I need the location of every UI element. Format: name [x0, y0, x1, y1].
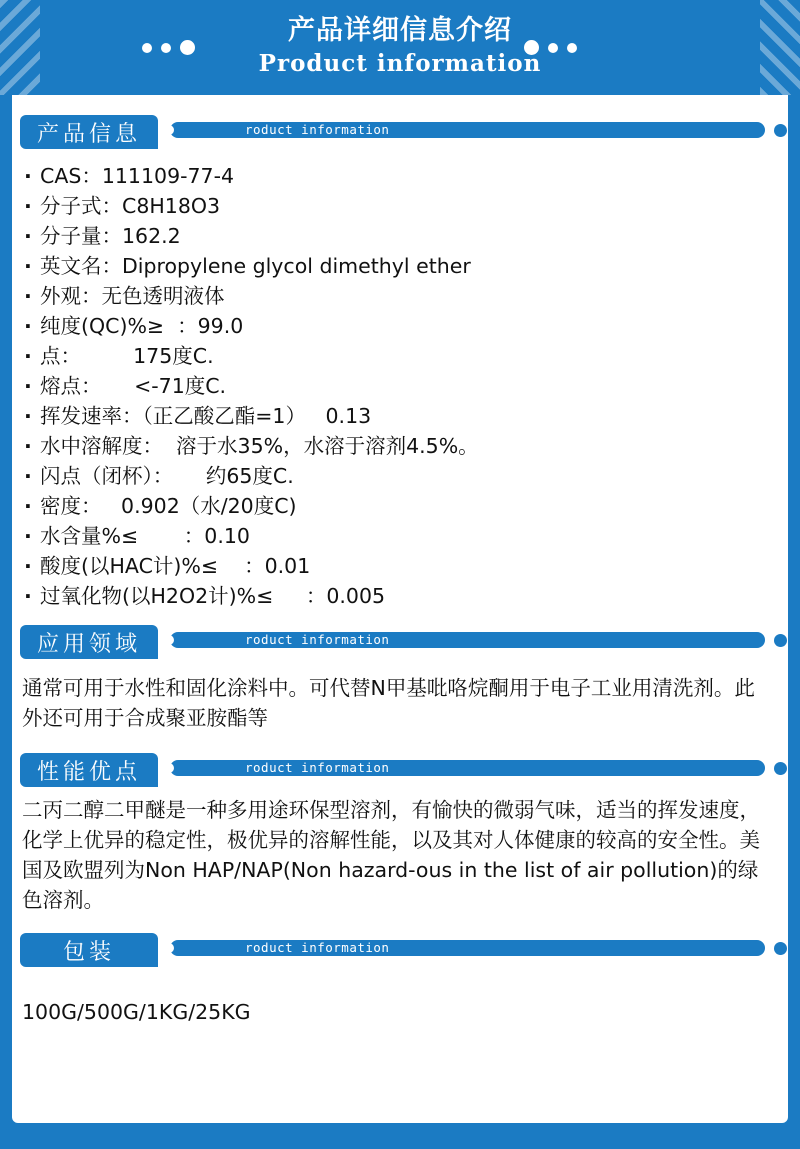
- product-info-list: [24, 161, 479, 611]
- performance-text: 二丙二醇二甲醚是一种多用途环保型溶剂，有愉快的微弱气味，适当的挥发速度，化学上优异的稳定性，极优异的溶解性能，以及其对人体健康的较高的安全性。美国及欧盟列为Non HAP/NAP(Non hazard-ous in the list of air pollution)的绿色溶剂。: [22, 798, 760, 912]
- list-item: · 酸度(以HAC计)%≤ ：0.01: [24, 554, 311, 578]
- list-item: · 分子式：C8H18O3: [24, 194, 221, 218]
- list-item: · 水含量%≤ ：0.10: [24, 524, 250, 548]
- list-item: · 挥发速率：（正乙酸乙酯=1） 0.13: [24, 404, 372, 428]
- section-bar: roduct information: [170, 760, 765, 776]
- section-label: 产品信息: [20, 115, 158, 149]
- list-item: · 水中溶解度： 溶于水35%，水溶于溶剂4.5%。: [24, 434, 479, 458]
- list-item: · 过氧化物(以H2O2计)%≤ ：0.005: [24, 584, 386, 608]
- section-header-packaging: [20, 933, 780, 967]
- section-bar: roduct information: [170, 632, 765, 648]
- dot-icon: [774, 762, 787, 775]
- section-header-application: [20, 625, 780, 659]
- dot-icon: [774, 124, 787, 137]
- section-bar: roduct information: [170, 940, 765, 956]
- list-item: · 分子量：162.2: [24, 224, 181, 248]
- page-subtitle: Product information: [258, 50, 542, 77]
- list-item: · 熔点： <-71度C.: [24, 374, 227, 398]
- section-label: 性能优点: [20, 753, 158, 787]
- section-bar: roduct information: [170, 122, 765, 138]
- list-item: · 英文名：Dipropylene glycol dimethyl ether: [24, 254, 471, 278]
- dot-icon: [774, 942, 787, 955]
- application-text: 通常可用于水性和固化涂料中。可代替N甲基吡咯烷酮用于电子工业用清洗剂。此外还可用于合成聚亚胺酯等: [22, 676, 755, 730]
- section-header-performance: [20, 753, 780, 787]
- dot-icon: [774, 634, 787, 647]
- packaging-text: 100G/500G/1KG/25KG: [22, 1000, 251, 1024]
- content-panel: [12, 95, 788, 1123]
- list-item: · 密度： 0.902（水/20度C): [24, 494, 297, 518]
- list-item: · 闪点（闭杯）： 约65度C.: [24, 464, 294, 488]
- list-item: · CAS：111109-77-4: [24, 164, 235, 188]
- section-label: 应用领域: [20, 625, 158, 659]
- page-title: 产品详细信息介绍: [288, 15, 512, 46]
- section-label: 包装: [20, 933, 158, 967]
- section-header-product-info: [20, 115, 780, 149]
- list-item: · 外观：无色透明液体: [24, 284, 225, 308]
- list-item: · 纯度(QC)%≥ ：99.0: [24, 314, 244, 338]
- list-item: · 点： 175度C.: [24, 344, 214, 368]
